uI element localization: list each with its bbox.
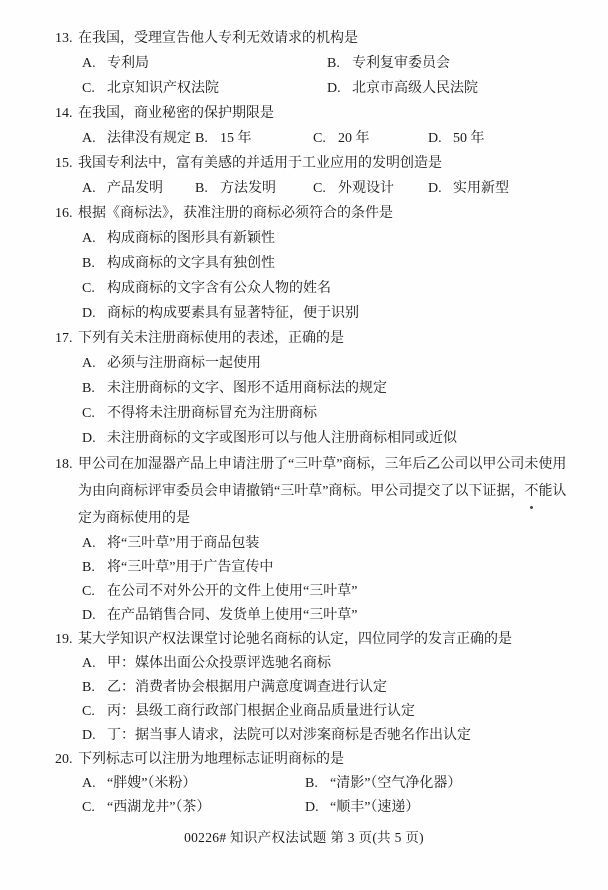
question-stem-row [0, 478, 608, 505]
option-row [0, 176, 608, 201]
option-text: 实用新型 [453, 181, 509, 196]
option-label: A. [82, 656, 96, 671]
option-row [0, 401, 608, 426]
option-row [0, 772, 608, 796]
option-row [0, 604, 608, 628]
option-text: 未注册商标的文字、图形不适用商标法的规定 [107, 381, 387, 396]
option-b [327, 51, 450, 76]
option-text: 必须与注册商标一起使用 [107, 356, 261, 371]
option-row [0, 51, 608, 76]
question-15 [0, 151, 608, 201]
option-d [82, 724, 471, 748]
question-stem-row [0, 26, 608, 51]
option-text: 外观设计 [338, 181, 394, 196]
option-row [0, 226, 608, 251]
stem-text: 能认 [538, 484, 567, 499]
option-c [82, 401, 317, 426]
option-row [0, 376, 608, 401]
stem-text: 为由向商标评审委员会申请撤销“三叶草”商标。甲公司提交了以下证据， [78, 484, 525, 499]
option-a [82, 126, 191, 151]
option-label: C. [82, 704, 95, 719]
option-d [305, 796, 419, 820]
option-label: B. [195, 181, 208, 196]
option-row [0, 76, 608, 101]
option-d [82, 604, 357, 628]
option-a [82, 532, 259, 556]
option-text: 专利复审委员会 [352, 56, 450, 71]
option-text: 构成商标的图形具有新颖性 [107, 231, 275, 246]
option-row [0, 724, 608, 748]
option-text: 将“三叶草”用于广告宣传中 [107, 560, 274, 575]
question-stem: 某大学知识产权法课堂讨论驰名商标的认定，四位同学的发言正确的是 [78, 632, 512, 647]
question-stem: 在我国，商业秘密的保护期限是 [78, 106, 274, 121]
question-stem-line-1: 甲公司在加湿器产品上申请注册了“三叶草”商标，三年后乙公司以甲公司未使用 [78, 457, 567, 472]
question-stem-row [0, 505, 608, 532]
option-row [0, 301, 608, 326]
option-label: C. [82, 584, 95, 599]
option-a [82, 226, 275, 251]
question-stem-row [0, 151, 608, 176]
question-number: 16. [55, 206, 73, 221]
option-text: 在公司不对外公开的文件上使用“三叶草” [107, 584, 358, 599]
question-stem: 在我国，受理宣告他人专利无效请求的机构是 [78, 31, 358, 46]
option-d [428, 176, 509, 201]
option-text: “清影”（空气净化器） [330, 776, 462, 791]
option-row [0, 276, 608, 301]
option-row [0, 426, 608, 451]
option-d [428, 126, 485, 151]
option-label: C. [82, 800, 95, 815]
question-stem-row [0, 748, 608, 772]
option-text: 北京市高级人民法院 [352, 81, 478, 96]
option-label: C. [313, 131, 326, 146]
option-text: 20 年 [338, 131, 370, 146]
option-text: 将“三叶草”用于商品包装 [107, 536, 260, 551]
option-label: D. [428, 131, 442, 146]
option-row [0, 251, 608, 276]
option-text: 产品发明 [107, 181, 163, 196]
question-stem-line-2 [78, 478, 566, 505]
option-label: B. [82, 680, 95, 695]
question-stem-line-3: 定为商标使用的是 [78, 511, 190, 526]
option-c [82, 580, 357, 604]
option-d [327, 76, 478, 101]
option-label: A. [82, 536, 96, 551]
option-c [313, 176, 394, 201]
option-text: 方法发明 [220, 181, 276, 196]
option-text: 法律没有规定 [107, 131, 191, 146]
option-b [195, 126, 252, 151]
option-label: D. [82, 306, 96, 321]
option-label: A. [82, 776, 96, 791]
option-text: 构成商标的文字具有独创性 [107, 256, 275, 271]
question-19 [0, 628, 608, 748]
option-label: B. [82, 381, 95, 396]
option-label: C. [313, 181, 326, 196]
option-label: B. [305, 776, 318, 791]
question-stem-row [0, 326, 608, 351]
option-text: 北京知识产权法院 [107, 81, 219, 96]
option-row [0, 556, 608, 580]
question-13 [0, 26, 608, 101]
question-stem-row [0, 101, 608, 126]
option-row [0, 652, 608, 676]
option-b [82, 556, 273, 580]
emphasized-char: 不 [524, 478, 538, 505]
option-b [305, 772, 461, 796]
question-14 [0, 101, 608, 151]
option-b [82, 376, 387, 401]
question-stem: 根据《商标法》，获准注册的商标必须符合的条件是 [78, 206, 393, 221]
option-a [82, 351, 261, 376]
option-label: A. [82, 131, 96, 146]
question-stem-row [0, 201, 608, 226]
option-label: B. [82, 560, 95, 575]
option-row [0, 126, 608, 151]
option-b [195, 176, 276, 201]
question-number: 19. [55, 632, 73, 647]
option-text: “顺丰”（速递） [330, 800, 420, 815]
option-row [0, 580, 608, 604]
option-label: C. [82, 81, 95, 96]
question-stem: 下列有关未注册商标使用的表述，正确的是 [78, 331, 344, 346]
option-row [0, 351, 608, 376]
option-text: 15 年 [220, 131, 252, 146]
option-label: B. [195, 131, 208, 146]
option-text: “西湖龙井”（茶） [107, 800, 211, 815]
option-c [82, 276, 331, 301]
question-stem-row [0, 628, 608, 652]
option-c [82, 796, 210, 820]
option-label: A. [82, 231, 96, 246]
option-a [82, 51, 149, 76]
question-stem: 我国专利法中，富有美感的并适用于工业应用的发明创造是 [78, 156, 442, 171]
option-row [0, 676, 608, 700]
option-a [82, 772, 196, 796]
option-label: D. [327, 81, 341, 96]
option-b [82, 251, 275, 276]
option-d [82, 426, 457, 451]
question-16 [0, 201, 608, 326]
option-label: D. [305, 800, 319, 815]
question-stem: 下列标志可以注册为地理标志证明商标的是 [78, 752, 344, 767]
question-18 [0, 451, 608, 628]
option-label: D. [428, 181, 442, 196]
option-text: 乙：消费者协会根据用户满意度调查进行认定 [107, 680, 387, 695]
question-number: 14. [55, 106, 73, 121]
question-number: 20. [55, 752, 73, 767]
option-text: 丙：县级工商行政部门根据企业商品质量进行认定 [107, 704, 415, 719]
option-d [82, 301, 359, 326]
option-label: A. [82, 181, 96, 196]
option-label: A. [82, 56, 96, 71]
option-text: “胖嫂”（米粉） [107, 776, 197, 791]
question-stem-row [0, 451, 608, 478]
option-c [82, 700, 415, 724]
question-number: 13. [55, 31, 73, 46]
option-label: D. [82, 608, 96, 623]
option-text: 构成商标的文字含有公众人物的姓名 [107, 281, 331, 296]
option-row [0, 532, 608, 556]
option-label: B. [82, 256, 95, 271]
option-c [313, 126, 370, 151]
question-17 [0, 326, 608, 451]
option-text: 丁：据当事人请求，法院可以对涉案商标是否驰名作出认定 [107, 728, 471, 743]
option-a [82, 652, 331, 676]
option-row [0, 796, 608, 820]
option-text: 未注册商标的文字或图形可以与他人注册商标相同或近似 [107, 431, 457, 446]
option-label: C. [82, 281, 95, 296]
option-label: D. [82, 728, 96, 743]
option-text: 商标的构成要素具有显著特征，便于识别 [107, 306, 359, 321]
question-20 [0, 748, 608, 820]
option-text: 在产品销售合同、发货单上使用“三叶草” [107, 608, 358, 623]
option-label: C. [82, 406, 95, 421]
option-text: 不得将未注册商标冒充为注册商标 [107, 406, 317, 421]
option-row [0, 700, 608, 724]
option-text: 甲：媒体出面公众投票评选驰名商标 [107, 656, 331, 671]
page-footer: 00226# 知识产权法试题 第 3 页(共 5 页) [184, 830, 424, 845]
question-number: 17. [55, 331, 73, 346]
question-number: 18. [55, 457, 73, 472]
option-label: D. [82, 431, 96, 446]
option-c [82, 76, 219, 101]
option-label: A. [82, 356, 96, 371]
option-text: 50 年 [453, 131, 485, 146]
question-number: 15. [55, 156, 73, 171]
option-b [82, 676, 387, 700]
option-a [82, 176, 163, 201]
option-label: B. [327, 56, 340, 71]
option-text: 专利局 [107, 56, 149, 71]
